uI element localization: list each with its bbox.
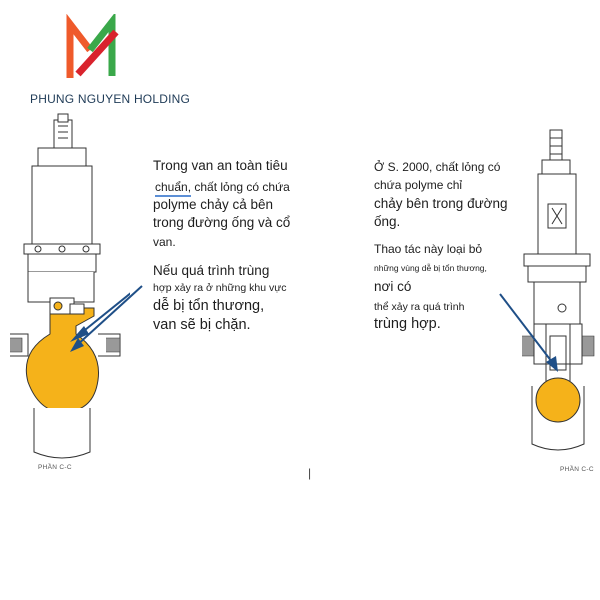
right-warning-line-1: Thao tác này loại bỏ bbox=[374, 242, 483, 256]
left-warning-line-3: dễ bị tổn thương, bbox=[153, 298, 265, 314]
right-warning-line-2: những vùng dễ bị tổn thương, bbox=[374, 263, 487, 273]
right-intro-line-4: ống. bbox=[374, 214, 401, 229]
right-warning-line-5: trùng hợp. bbox=[374, 316, 441, 332]
right-warning-line-3: nơi có bbox=[374, 279, 412, 294]
right-intro-line-2: chứa polyme chỉ bbox=[374, 178, 463, 192]
divider-mark: | bbox=[308, 466, 312, 480]
right-arrow bbox=[496, 290, 566, 380]
right-intro-line-3: chảy bên trong đường bbox=[374, 196, 508, 211]
brand-logo bbox=[60, 14, 132, 86]
pn-monogram-icon bbox=[60, 14, 132, 86]
left-intro-line-2: chuẩn, chất lỏng có chứa bbox=[155, 180, 290, 194]
left-section-label: PHẦN C-C bbox=[38, 464, 72, 471]
right-section-label: PHẦN C-C bbox=[560, 466, 594, 473]
brand-name: PHUNG NGUYEN HOLDING bbox=[30, 92, 191, 106]
left-intro-line-4: trong đường ống và cổ bbox=[153, 215, 291, 230]
left-intro-line-3: polyme chảy cả bên bbox=[153, 197, 274, 212]
right-warning-line-4: thể xảy ra quá trình bbox=[374, 301, 465, 313]
left-intro-line-1: Trong van an toàn tiêu bbox=[153, 158, 288, 173]
right-intro-line-1: Ở S. 2000, chất lỏng có bbox=[374, 160, 501, 174]
left-warning-line-1: Nếu quá trình trùng bbox=[153, 263, 270, 278]
left-warning-line-4: van sẽ bị chặn. bbox=[153, 317, 251, 333]
left-warning-line-2: hợp xảy ra ở những khu vực bbox=[153, 282, 287, 294]
left-arrow bbox=[70, 282, 150, 362]
left-intro-line-5: van. bbox=[153, 235, 176, 249]
